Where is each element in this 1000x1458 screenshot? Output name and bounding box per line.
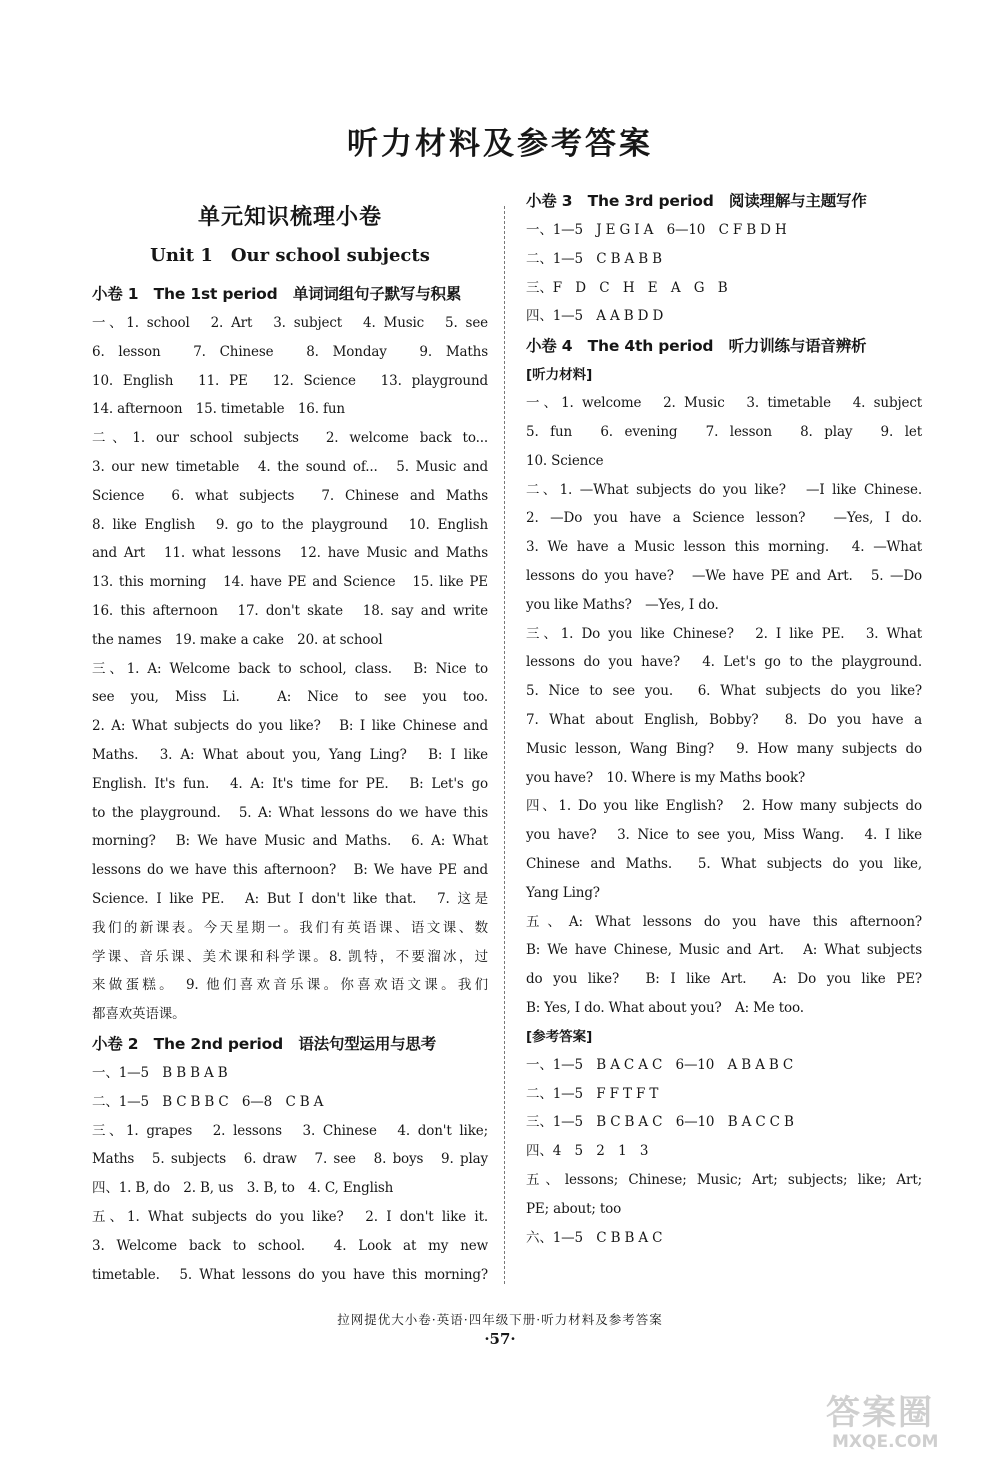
text-line: 8. like English 9. go to the playground 10. English xyxy=(92,516,488,533)
text-line: lessons do you have? —We have PE and Art. 5. —Do xyxy=(526,567,922,584)
page-footer: 拉网提优大小卷·英语·四年级下册·听力材料及参考答案 xyxy=(337,1312,663,1327)
text-line: 2. —Do you have a Science lesson? —Yes, I do. xyxy=(526,510,922,527)
text-line: lessons do we have this afternoon? B: We have PE and xyxy=(92,862,488,879)
text-line: 14. afternoon 15. timetable 16. fun xyxy=(92,401,345,418)
text-line: 五、lessons; Chinese; Music; Art; subjects; like; Art; xyxy=(526,1171,922,1188)
text-line: and Art 11. what lessons 12. have Music and Maths xyxy=(92,545,488,562)
text-line: you have? 3. Nice to see you, Miss Wang. 4. I like xyxy=(526,827,922,844)
text-line: 一、1—5 J E G I A 6—10 C F B D H xyxy=(526,222,787,238)
text-line: 四、1. B, do 2. B, us 3. B, to 4. C, English xyxy=(92,1180,394,1197)
text-line: 学课、音乐课、美术课和科学课。8. 凯特，不要溜冰，过 xyxy=(92,948,488,965)
text-line: Chinese and Maths. 5. What subjects do you like, xyxy=(526,855,922,872)
text-line: 四、4 5 2 1 3 xyxy=(526,1143,649,1160)
text-line: see you, Miss Li. A: Nice to see you too. xyxy=(92,689,488,706)
text-line: lessons do you have? 4. Let's go to the playground. xyxy=(526,654,922,671)
text-line: you have? 10. Where is my Maths book? xyxy=(526,769,806,786)
text-line: B: Yes, I do. What about you? A: Me too. xyxy=(526,999,804,1016)
page-number: ·57· xyxy=(484,1330,516,1348)
page-title: 听力材料及参考答案 xyxy=(347,126,653,162)
text-line: 16. this afternoon 17. don't skate 18. say and write xyxy=(92,602,488,619)
text-line: B: We have Chinese, Music and Art. A: What subjects xyxy=(526,942,922,959)
text-line: morning? B: We have Music and Maths. 6. A: What xyxy=(92,833,488,850)
text-line: 三、1. Do you like Chinese? 2. I like PE. 3. What xyxy=(526,625,922,642)
text-line: 六、1—5 C B B A C xyxy=(526,1229,663,1246)
section-title: 单元知识梳理小卷 xyxy=(197,205,382,230)
text-line: Maths 5. subjects 6. draw 7. see 8. boys 9. play xyxy=(92,1151,488,1168)
paper-2-body xyxy=(92,1059,488,1289)
text-line: to the playground. 5. A: What lessons do we have this xyxy=(92,804,488,821)
left-column xyxy=(92,194,488,1289)
text-line: 二、1—5 C B A B B xyxy=(526,250,662,267)
column-divider xyxy=(504,206,505,1284)
listening-material-tag: [听力材料] xyxy=(526,367,593,384)
text-line: 四、1—5 A A B D D xyxy=(526,308,664,325)
text-line: 我们的新课表。今天星期一。我们有英语课、语文课、数 xyxy=(92,919,488,936)
text-line: 一、1—5 B A C A C 6—10 A B A B C xyxy=(526,1056,794,1073)
text-line: 一、1. school 2. Art 3. subject 4. Music 5. see xyxy=(92,315,488,331)
text-line: 来做蛋糕。 9. 他们喜欢音乐课。你喜欢语文课。我们 xyxy=(92,977,488,994)
text-line: 二、1. —What subjects do you like? —I like Chinese. xyxy=(526,481,922,498)
answer-key-body xyxy=(526,1051,922,1253)
paper-3-heading: 小卷 3 The 3rd period 阅读理解与主题写作 xyxy=(526,192,867,210)
text-line: 二、1—5 B C B B C 6—8 C B A xyxy=(92,1093,324,1110)
text-line: 一、1—5 B B B A B xyxy=(92,1064,228,1081)
text-line: 三、1—5 B C B A C 6—10 B A C C B xyxy=(526,1114,794,1131)
text-line: 一、1. welcome 2. Music 3. timetable 4. subject xyxy=(526,395,922,412)
text-line: 三、1. grapes 2. lessons 3. Chinese 4. don't like; xyxy=(92,1122,488,1139)
text-line: 二、1. our school subjects 2. welcome back to... xyxy=(92,430,488,447)
watermark-logo xyxy=(826,1394,986,1452)
text-line: 五、A: What lessons do you have this afternoon? xyxy=(526,913,922,930)
paper-1-heading: 小卷 1 The 1st period 单词词组句子默写与积累 xyxy=(92,285,462,303)
text-line: English. It's fun. 4. A: It's time for PE. B: Let's go xyxy=(92,775,488,792)
text-line: 10. English 11. PE 12. Science 13. playground xyxy=(92,372,488,389)
paper-4-listening xyxy=(526,389,922,1023)
text-line: Science 6. what subjects 7. Chinese and Maths xyxy=(92,487,488,504)
text-line: do you like? B: I like Art. A: Do you like PE? xyxy=(526,971,922,988)
answer-key-tag: [参考答案] xyxy=(526,1028,593,1045)
text-line: PE; about; too xyxy=(526,1200,622,1217)
text-line: 三、F D C H E A G B xyxy=(526,279,728,296)
text-line: 五、1. What subjects do you like? 2. I don't like it. xyxy=(92,1208,488,1225)
text-line: 5. fun 6. evening 7. lesson 8. play 9. let xyxy=(526,423,922,440)
text-line: Maths. 3. A: What about you, Yang Ling? B: I like xyxy=(92,746,488,763)
text-line: 3. We have a Music lesson this morning. 4. —What xyxy=(526,539,922,556)
text-line: Music lesson, Wang Bing? 9. How many subjects do xyxy=(526,740,922,757)
paper-1-body xyxy=(92,309,488,1029)
text-line: 7. What about English, Bobby? 8. Do you have a xyxy=(526,711,922,728)
text-line: 3. our new timetable 4. the sound of... 5. Music and xyxy=(92,458,488,475)
text-line: Science. I like PE. A: But I don't like that. 7. 这是 xyxy=(92,890,488,907)
text-line: 10. Science xyxy=(526,452,604,469)
paper-2-heading: 小卷 2 The 2nd period 语法句型运用与思考 xyxy=(92,1034,437,1053)
paper-4-heading: 小卷 4 The 4th period 听力训练与语音辨析 xyxy=(526,337,867,356)
text-line: 四、1. Do you like English? 2. How many subjects do xyxy=(526,798,922,815)
text-line: 三、1. A: Welcome back to school, class. B: Nice to xyxy=(92,660,488,677)
text-line: timetable. 5. What lessons do you have this morning? xyxy=(92,1266,488,1283)
text-line: 6. lesson 7. Chinese 8. Monday 9. Maths xyxy=(92,343,488,360)
paper-3-body xyxy=(526,216,922,331)
text-line: 3. Welcome back to school. 4. Look at my new xyxy=(92,1237,488,1254)
text-line: 都喜欢英语课。 xyxy=(92,1006,186,1023)
text-line: you like Maths? —Yes, I do. xyxy=(526,596,719,613)
text-line: 2. A: What subjects do you like? B: I like Chinese and xyxy=(92,718,488,735)
right-column xyxy=(526,194,922,1252)
text-line: the names 19. make a cake 20. at school xyxy=(92,631,383,648)
text-line: 二、1—5 F F T F T xyxy=(526,1085,659,1102)
text-line: 5. Nice to see you. 6. What subjects do you like? xyxy=(526,683,922,700)
text-line: Yang Ling? xyxy=(526,884,600,901)
watermark-url: MXQE.COM xyxy=(832,1432,939,1452)
unit-title: Unit 1 Our school subjects xyxy=(150,245,430,266)
watermark-mark: 答案圈 xyxy=(826,1393,934,1433)
text-line: 13. this morning 14. have PE and Science 15. like PE xyxy=(92,574,488,591)
